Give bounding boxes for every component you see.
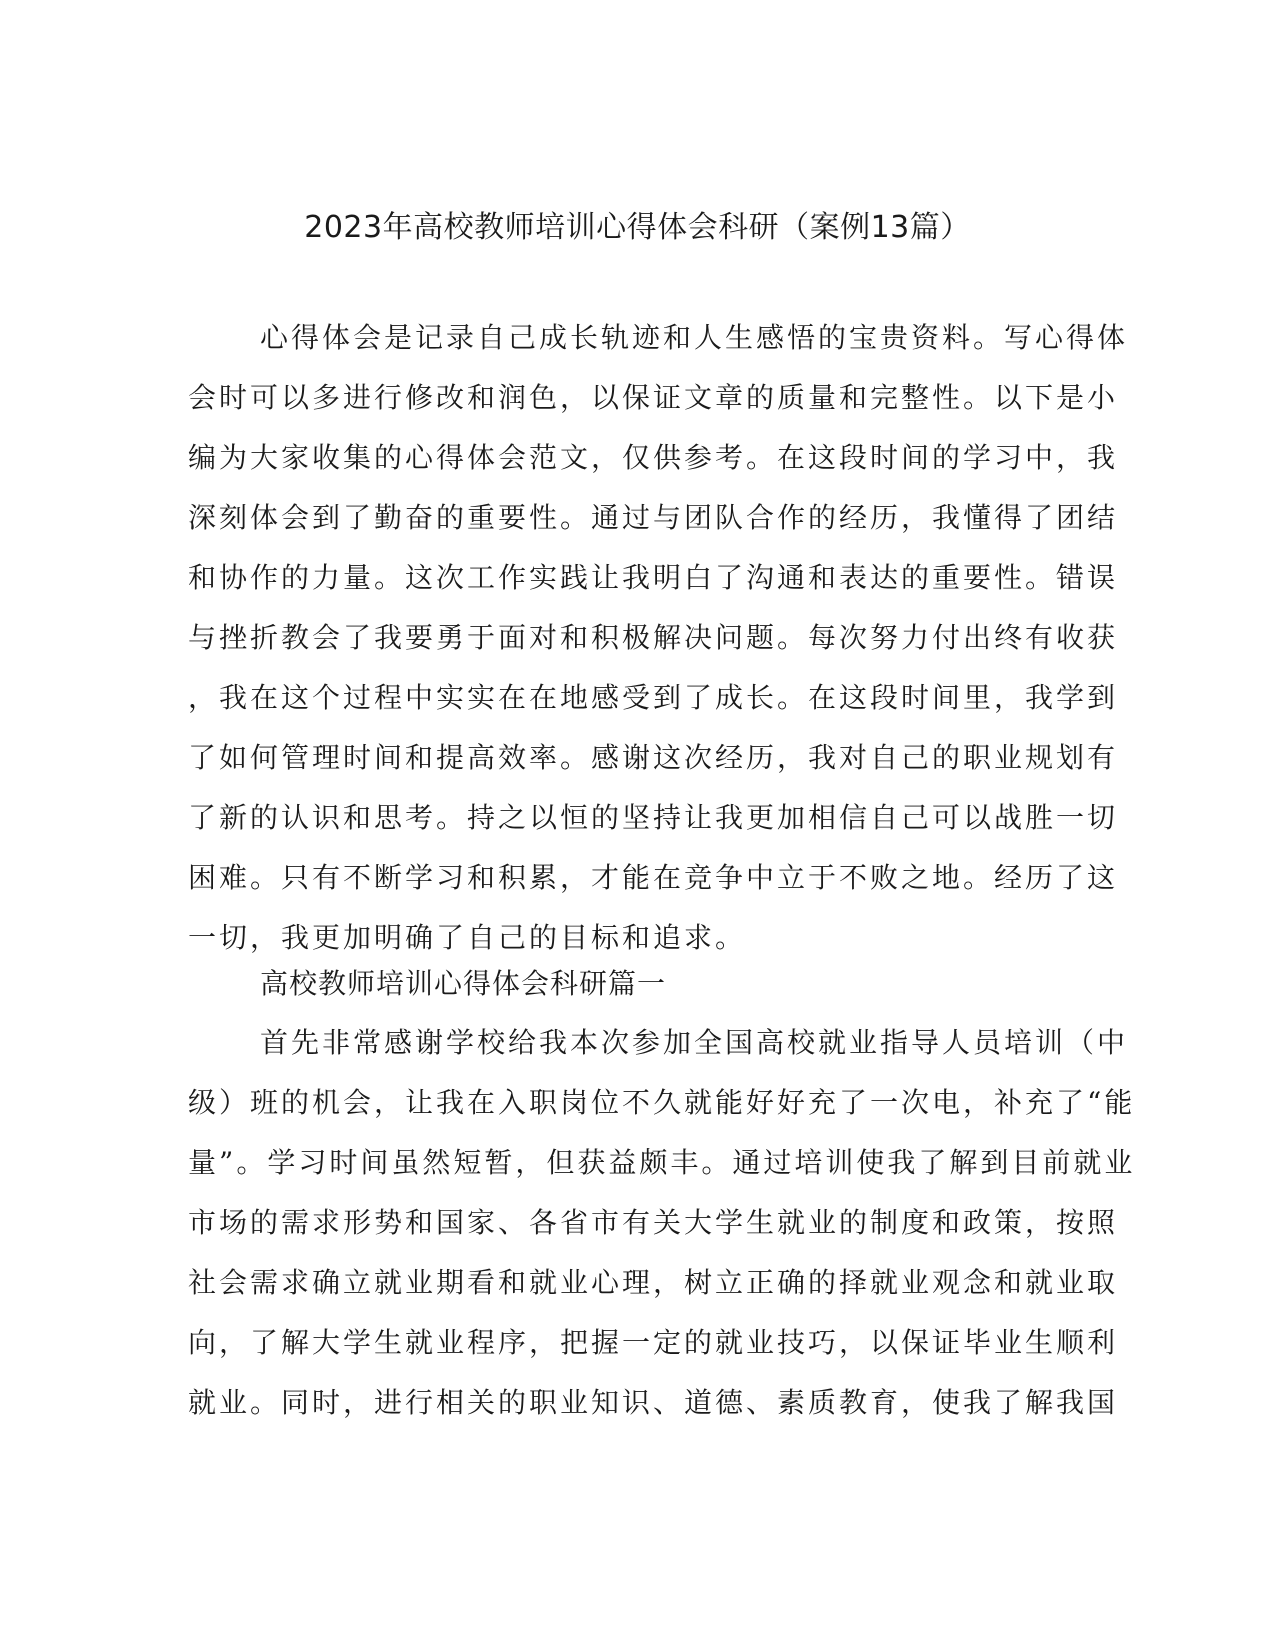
section-paragraph (188, 1013, 1136, 1433)
paragraph-line: 首先非常感谢学校给我本次参加全国高校就业指导人员培训（中 (260, 1026, 1129, 1059)
paragraph-line: 深刻体会到了勤奋的重要性。通过与团队合作的经历，我懂得了团结 (188, 501, 1119, 534)
paragraph-line: 就业。同时，进行相关的职业知识、道德、素质教育，使我了解我国 (188, 1386, 1119, 1419)
paragraph-line: 一切，我更加明确了自己的目标和追求。 (188, 921, 747, 954)
paragraph-line: 困难。只有不断学习和积累，才能在竞争中立于不败之地。经历了这 (188, 861, 1119, 894)
document-title: 2023年高校教师培训心得体会科研（案例13篇） (304, 210, 971, 245)
section-heading-block (188, 954, 1068, 1014)
paragraph-line: 了新的认识和思考。持之以恒的坚持让我更加相信自己可以战胜一切 (188, 801, 1119, 834)
paragraph-line: ，我在这个过程中实实在在地感受到了成长。在这段时间里，我学到 (188, 681, 1119, 714)
paragraph-line: 编为大家收集的心得体会范文，仅供参考。在这段时间的学习中，我 (188, 441, 1119, 474)
paragraph-line: 和协作的力量。这次工作实践让我明白了沟通和表达的重要性。错误 (188, 561, 1119, 594)
section-heading: 高校教师培训心得体会科研篇一 (260, 967, 667, 1000)
paragraph-line: 了如何管理时间和提高效率。感谢这次经历，我对自己的职业规划有 (188, 741, 1119, 774)
paragraph-line: 级）班的机会，让我在入职岗位不久就能好好充了一次电，补充了“能 (188, 1086, 1136, 1119)
paragraph-line: 会时可以多进行修改和润色，以保证文章的质量和完整性。以下是小 (188, 381, 1119, 414)
paragraph-line: 社会需求确立就业期看和就业心理，树立正确的择就业观念和就业取 (188, 1266, 1119, 1299)
paragraph-line: 心得体会是记录自己成长轨迹和人生感悟的宝贵资料。写心得体 (260, 321, 1129, 354)
paragraph-line: 向，了解大学生就业程序，把握一定的就业技巧，以保证毕业生顺利 (188, 1326, 1119, 1359)
paragraph-line: 量”。学习时间虽然短暂，但获益颇丰。通过培训使我了解到目前就业 (188, 1146, 1136, 1179)
paragraph-line: 市场的需求形势和国家、各省市有关大学生就业的制度和政策，按照 (188, 1206, 1119, 1239)
paragraph-line: 与挫折教会了我要勇于面对和积极解决问题。每次努力付出终有收获 (188, 621, 1119, 654)
intro-paragraph (188, 308, 1129, 968)
